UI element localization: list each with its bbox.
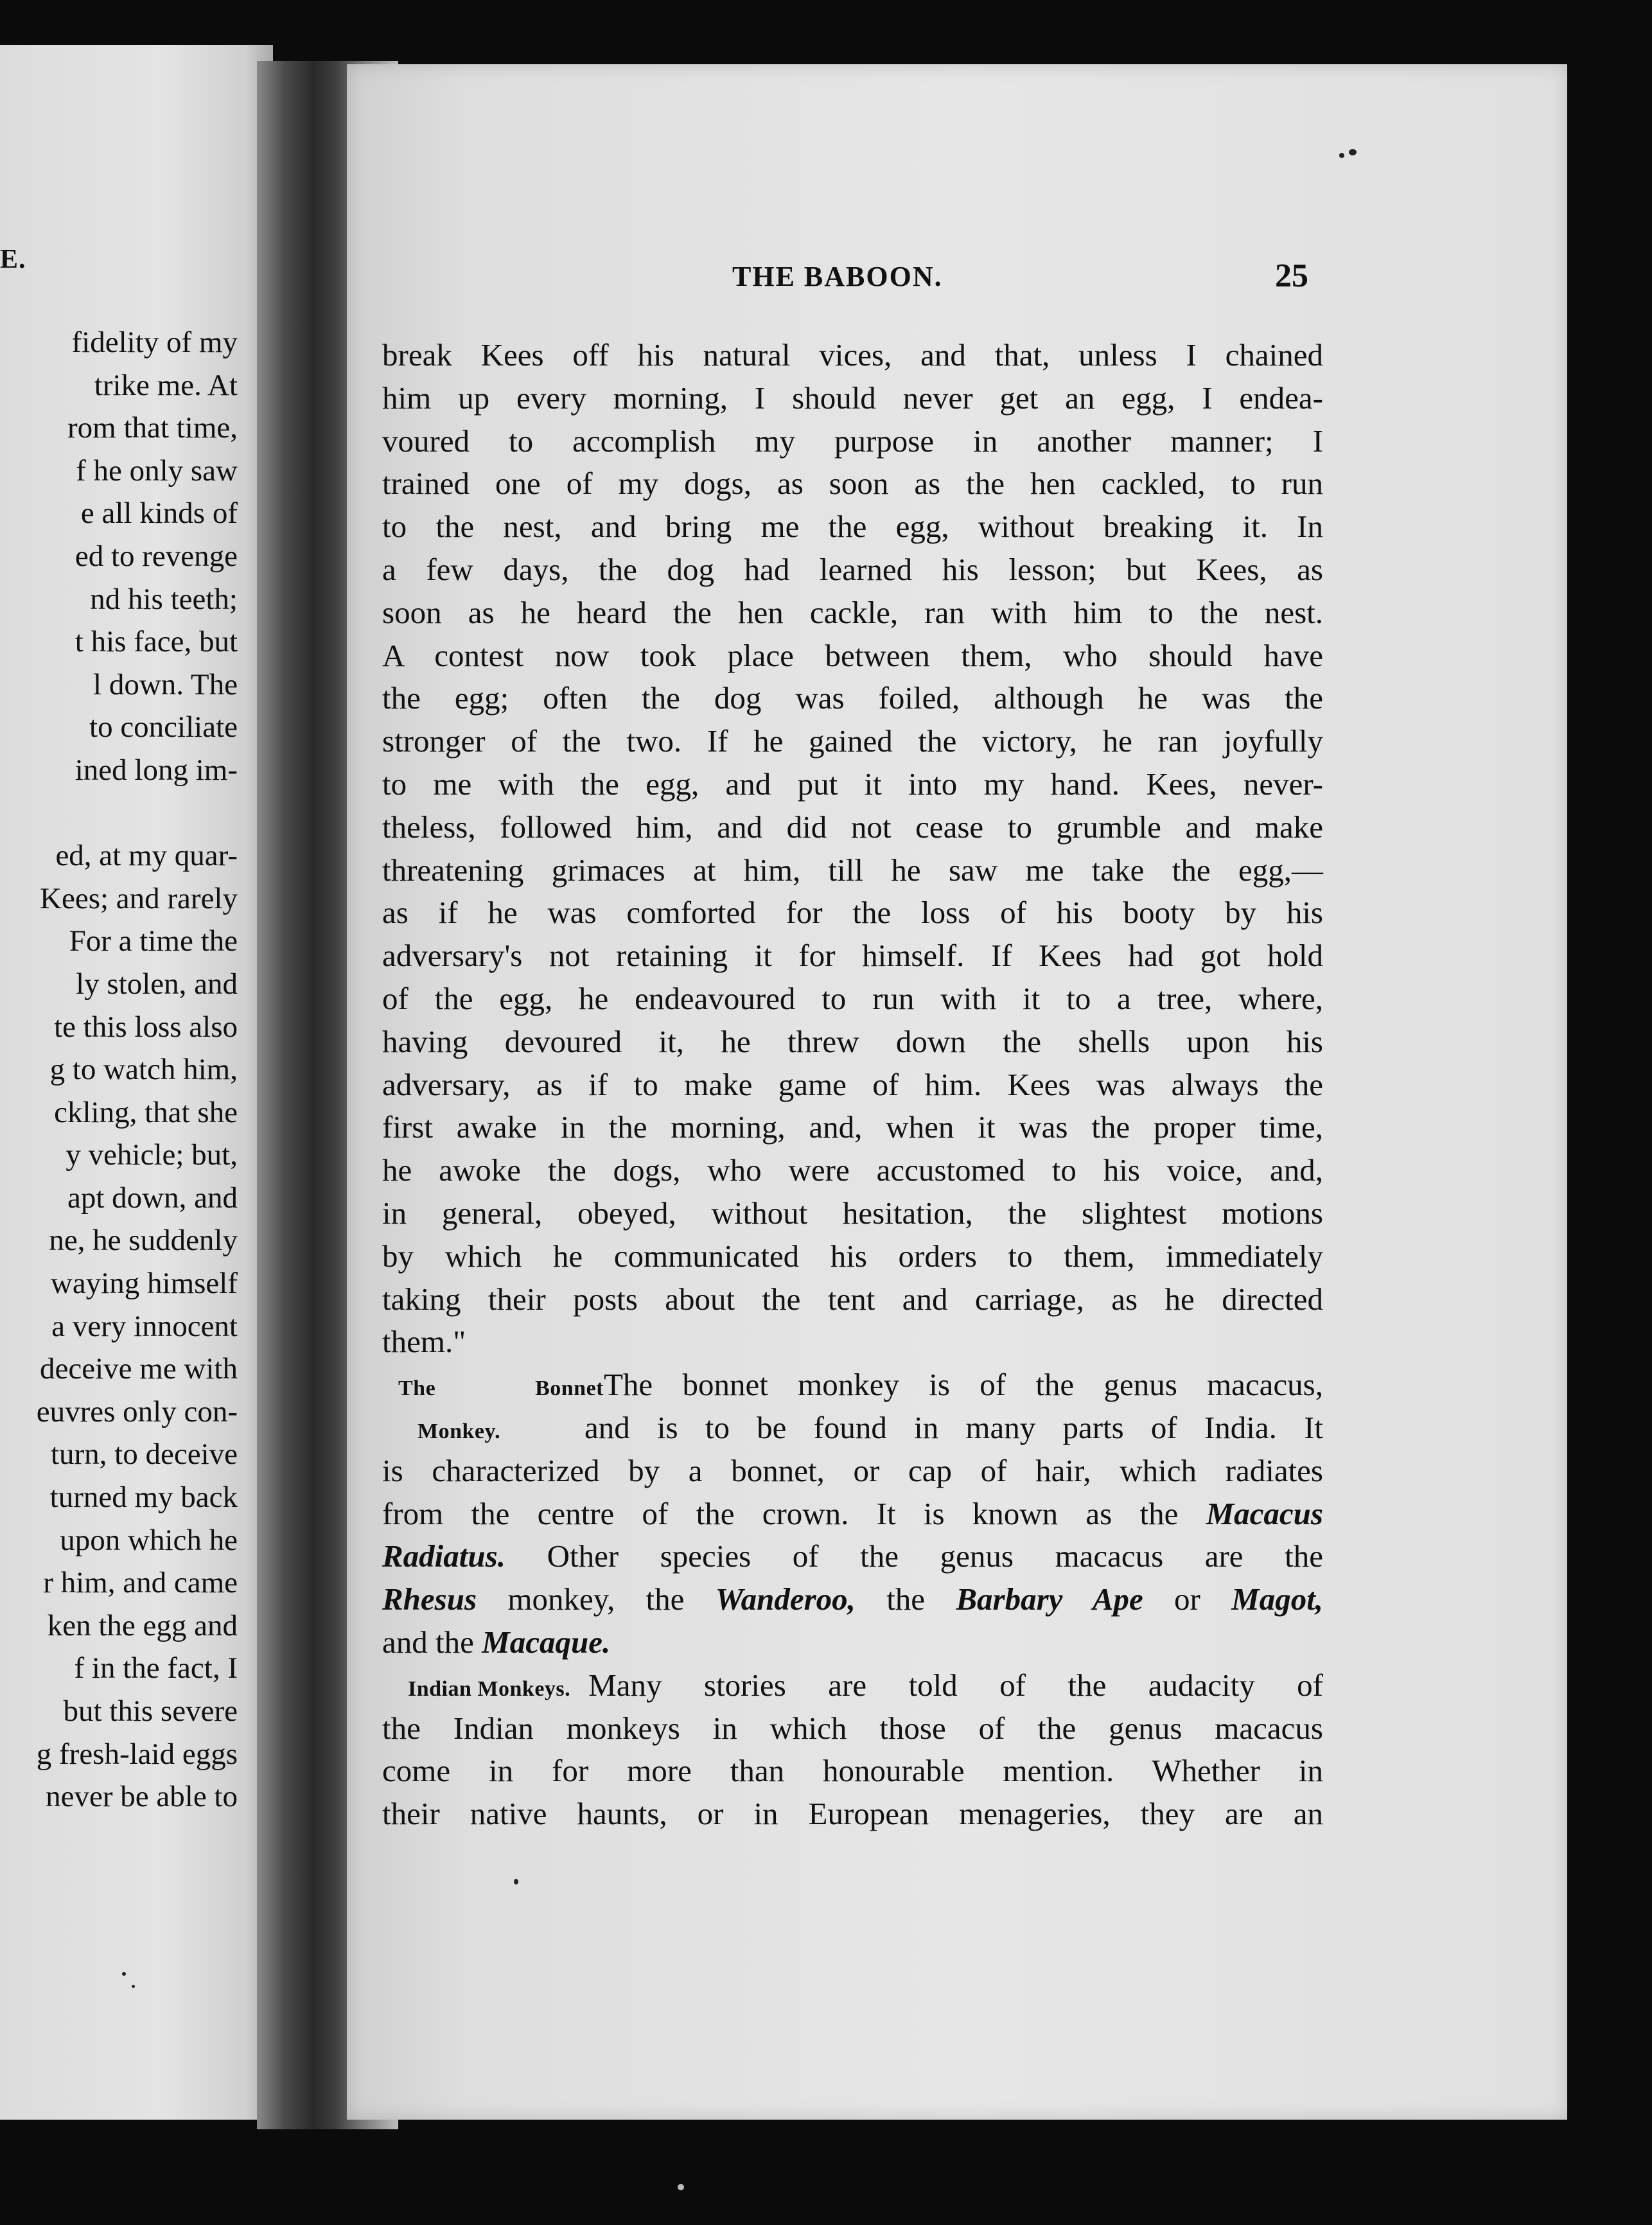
left-facing-page [0,45,273,2120]
text-line: A contest now took place between them, who should have [382,637,1323,673]
text-line: first awake in the morning, and, when it was the proper time, [382,1109,1323,1145]
text-line [382,1364,1323,1407]
left-page-line: ken the egg and [47,1608,238,1642]
left-page-line: but this severe [63,1694,238,1728]
text-line: by which he communicated his orders to them, immediately [382,1238,1323,1274]
text-line [382,1535,1323,1578]
left-page-line: waying himself [50,1267,238,1301]
italic-term: Wanderoo, [715,1581,856,1617]
left-page-line: r him, and came [43,1566,238,1600]
left-page-line [0,792,238,835]
left-page-line: f in the fact, I [74,1651,238,1685]
text-line [382,1407,1323,1450]
left-page-line: ed, at my quar- [55,839,238,873]
page-number: 25 [1275,258,1308,294]
left-page-line: deceive me with [40,1352,238,1386]
sidenote-bonnet-monkey-cont: Monkey. [417,1419,501,1443]
paragraph-kees [382,334,1323,1364]
running-head: THE BABOON. [732,261,943,292]
page-body [382,334,1323,1836]
text-line-content: The bonnet monkey is of the genus macacus, [604,1367,1323,1403]
text-line: he awoke the dogs, who were accustomed to his voice, and, [382,1152,1323,1188]
text-line: in general, obeyed, without hesitation, the slightest motions [382,1195,1323,1231]
italic-term: Macaque. [482,1624,611,1660]
scan-speck [1339,153,1344,158]
left-page-line: ly stolen, and [76,967,238,1001]
text-line: the Indian monkeys in which those of the genus macacus [382,1710,1323,1746]
left-page-line: turned my back [49,1481,238,1515]
left-page-line: to conciliate [89,710,238,744]
text-line: stronger of the two. If he gained the victory, he ran joyfully [382,723,1323,759]
left-page-line: euvres only con- [36,1394,238,1429]
left-page-line: trike me. At [94,368,238,402]
left-page-line: a very innocent [51,1309,238,1343]
text-line: come in for more than honourable mention. Whether in [382,1753,1323,1789]
text-line [382,1664,1323,1707]
text-line-content: Other species of the genus macacus are the [547,1538,1323,1574]
left-page-line: g to watch him, [49,1053,238,1087]
text-line-content: and the [382,1624,474,1660]
scan-speck [678,2184,684,2190]
left-page-line: e all kinds of [80,497,238,531]
text-line-content: or [1174,1581,1200,1617]
text-line: trained one of my dogs, as soon as the hen cackled, to run [382,466,1323,502]
italic-term: Rhesus [382,1581,477,1617]
left-page-line: never be able to [46,1780,238,1814]
left-page-text [0,321,238,1818]
left-page-line: nd his teeth; [90,582,238,616]
text-line: as if he was comforted for the loss of his booty by his [382,895,1323,931]
left-page-line: y vehicle; but, [66,1138,238,1172]
text-line-content: monkey, the [507,1581,685,1617]
left-page-line: ckling, that she [54,1095,238,1129]
left-page-line: ne, he suddenly [49,1224,238,1258]
left-page-line: Kees; and rarely [40,881,238,915]
scan-speck [122,1972,126,1976]
text-line: threatening grimaces at him, till he saw me take the egg,— [382,852,1323,888]
left-page-line: t his face, but [75,625,238,659]
text-line [382,1578,1323,1621]
italic-term: Magot, [1231,1581,1324,1617]
sidenote-indian-monkeys: Indian Monkeys. [408,1676,571,1701]
left-page-line: For a time the [69,924,238,958]
text-line: taking their posts about the tent and carriage, as he directed [382,1281,1323,1317]
text-line: is characterized by a bonnet, or cap of hair, which radiates [382,1452,1323,1488]
left-page-line: te this loss also [54,1010,238,1044]
text-line-content: Many stories are told of the audacity of [588,1667,1323,1703]
text-line: their native haunts, or in European menageries, they are an [382,1796,1323,1832]
left-page-line: rom that time, [67,411,238,445]
text-line: to the nest, and bring me the egg, without breaking it. In [382,509,1323,545]
left-page-line: apt down, and [67,1181,238,1215]
sidenote-bonnet-monkey: The Bonnet [398,1376,604,1401]
text-line: adversary's not retaining it for himself. If Kees had got hold [382,938,1323,974]
text-line: the egg; often the dog was foiled, although he was the [382,680,1323,716]
text-line: him up every morning, I should never get an egg, I endea- [382,380,1323,416]
scan-speck [514,1879,518,1885]
left-page-line: g fresh-laid eggs [36,1737,238,1771]
scan-speck [132,1985,135,1988]
scan-speck [1349,149,1357,155]
left-page-line: ed to revenge [75,539,238,573]
left-page-line: l down. The [93,667,238,701]
text-line: having devoured it, he threw down the shells upon his [382,1023,1323,1059]
left-page-line: turn, to deceive [50,1438,238,1472]
left-page-line: ined long im- [75,753,238,787]
text-line: soon as he heard the hen cackle, ran with him to the nest. [382,594,1323,630]
text-line: them." [382,1324,466,1360]
left-page-running-head: E. [0,245,26,274]
italic-term: Macacus [1206,1495,1323,1531]
text-line-content: from the centre of the crown. It is known as the [382,1495,1179,1531]
text-line: a few days, the dog had learned his lesson; but Kees, as [382,551,1323,587]
text-line: voured to accomplish my purpose in another manner; I [382,423,1323,459]
text-line [382,1493,1323,1536]
text-line: adversary, as if to make game of him. Kees was always the [382,1066,1323,1102]
text-line: of the egg, he endeavoured to run with it to a tree, where, [382,980,1323,1016]
text-line-content: and is to be found in many parts of India. It [584,1409,1323,1445]
left-page-line: f he only saw [76,453,238,488]
left-page-line: upon which he [60,1523,238,1557]
text-line: theless, followed him, and did not cease to grumble and make [382,809,1323,845]
text-line: break Kees off his natural vices, and that, unless I chained [382,337,1323,373]
text-line: to me with the egg, and put it into my hand. Kees, never- [382,766,1323,802]
left-page-line: fidelity of my [71,326,238,359]
text-line-content: the [886,1581,926,1617]
italic-term: Barbary Ape [956,1581,1143,1617]
text-line [382,1621,1323,1664]
italic-term: Radiatus. [382,1538,505,1574]
